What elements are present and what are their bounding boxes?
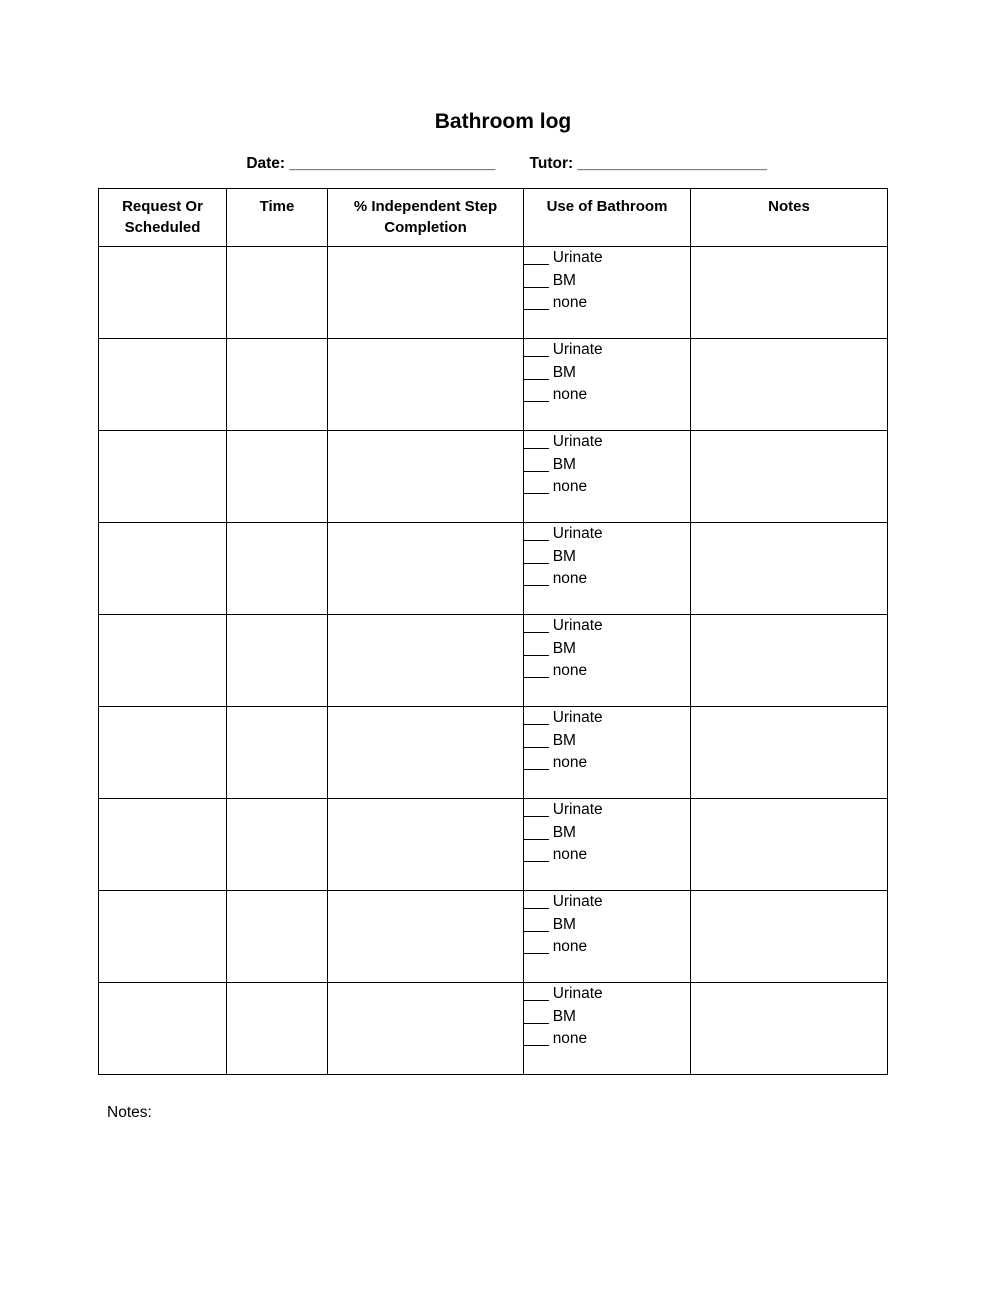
option-blank-rule[interactable]: ___ (524, 639, 549, 657)
cell-percent-independent-step-completion[interactable] (328, 339, 524, 431)
use-of-bathroom-option-list (524, 339, 690, 407)
bathroom-log-table (98, 188, 888, 1075)
use-of-bathroom-option[interactable] (524, 799, 690, 822)
tutor-blank-rule[interactable]: _______________________ (577, 155, 767, 172)
cell-notes[interactable] (691, 891, 888, 983)
cell-time[interactable] (227, 615, 328, 707)
use-of-bathroom-option[interactable] (524, 615, 690, 638)
option-label: Urinate (552, 801, 603, 818)
cell-notes[interactable] (691, 799, 888, 891)
option-blank-rule[interactable]: ___ (524, 823, 549, 841)
cell-percent-independent-step-completion[interactable] (328, 707, 524, 799)
cell-percent-independent-step-completion[interactable] (328, 891, 524, 983)
use-of-bathroom-option[interactable] (524, 454, 690, 477)
cell-notes[interactable] (691, 983, 888, 1075)
option-label: Urinate (552, 617, 603, 634)
option-label: Urinate (552, 893, 603, 910)
cell-time[interactable] (227, 247, 328, 339)
option-blank-rule[interactable]: ___ (524, 386, 549, 403)
option-label: Urinate (552, 341, 603, 358)
option-label: none (552, 938, 588, 955)
column-header-notes: Notes (691, 189, 888, 247)
cell-request-or-scheduled[interactable] (99, 339, 227, 431)
cell-request-or-scheduled[interactable] (99, 891, 227, 983)
cell-request-or-scheduled[interactable] (99, 983, 227, 1075)
option-blank-rule[interactable]: ___ (524, 455, 549, 473)
option-label: none (552, 386, 588, 403)
option-label: BM (552, 915, 576, 933)
option-label: BM (552, 271, 576, 289)
use-of-bathroom-option[interactable] (524, 568, 690, 591)
option-blank-rule[interactable]: ___ (524, 525, 549, 542)
use-of-bathroom-option[interactable] (524, 292, 690, 315)
option-blank-rule[interactable]: ___ (524, 478, 549, 495)
option-blank-rule[interactable]: ___ (524, 433, 549, 450)
cell-notes[interactable] (691, 707, 888, 799)
option-blank-rule[interactable]: ___ (524, 985, 549, 1002)
option-blank-rule[interactable]: ___ (524, 341, 549, 358)
use-of-bathroom-option[interactable] (524, 844, 690, 867)
cell-notes[interactable] (691, 523, 888, 615)
option-blank-rule[interactable]: ___ (524, 846, 549, 863)
option-blank-rule[interactable]: ___ (524, 1007, 549, 1025)
use-of-bathroom-option-list (524, 891, 690, 959)
option-blank-rule[interactable]: ___ (524, 938, 549, 955)
use-of-bathroom-option-list (524, 247, 690, 315)
option-label: none (552, 1030, 588, 1047)
option-blank-rule[interactable]: ___ (524, 363, 549, 381)
use-of-bathroom-option[interactable] (524, 660, 690, 683)
column-header-request-or-scheduled: Request Or Scheduled (99, 189, 227, 247)
table-row (99, 431, 888, 523)
bathroom-log-table-container (98, 188, 887, 1075)
cell-time[interactable] (227, 891, 328, 983)
cell-use-of-bathroom (524, 707, 691, 799)
option-label: none (552, 662, 588, 679)
page-title: Bathroom log (434, 110, 572, 133)
use-of-bathroom-option-list (524, 707, 690, 775)
option-blank-rule[interactable]: ___ (524, 915, 549, 933)
cell-percent-independent-step-completion[interactable] (328, 799, 524, 891)
option-blank-rule[interactable]: ___ (524, 662, 549, 679)
option-blank-rule[interactable]: ___ (524, 801, 549, 818)
use-of-bathroom-option[interactable] (524, 752, 690, 775)
cell-request-or-scheduled[interactable] (99, 615, 227, 707)
use-of-bathroom-option[interactable] (524, 730, 690, 753)
cell-time[interactable] (227, 707, 328, 799)
option-label: BM (552, 731, 576, 749)
column-header-time: Time (227, 189, 328, 247)
option-label: Urinate (552, 249, 603, 266)
table-row (99, 523, 888, 615)
option-label: BM (552, 455, 576, 473)
cell-notes[interactable] (691, 339, 888, 431)
use-of-bathroom-option[interactable] (524, 270, 690, 293)
date-blank-rule[interactable]: _________________________ (289, 155, 495, 172)
cell-time[interactable] (227, 799, 328, 891)
date-field[interactable] (246, 153, 495, 175)
use-of-bathroom-option[interactable] (524, 247, 690, 270)
option-blank-rule[interactable]: ___ (524, 709, 549, 726)
cell-percent-independent-step-completion[interactable] (328, 615, 524, 707)
option-blank-rule[interactable]: ___ (524, 570, 549, 587)
option-blank-rule[interactable]: ___ (524, 547, 549, 565)
option-blank-rule[interactable]: ___ (524, 271, 549, 289)
option-label: none (552, 570, 588, 587)
cell-notes[interactable] (691, 247, 888, 339)
option-blank-rule[interactable]: ___ (524, 731, 549, 749)
cell-use-of-bathroom (524, 431, 691, 523)
use-of-bathroom-option[interactable] (524, 431, 690, 454)
cell-notes[interactable] (691, 615, 888, 707)
use-of-bathroom-option[interactable] (524, 362, 690, 385)
cell-use-of-bathroom (524, 799, 691, 891)
column-header-use-of-bathroom: Use of Bathroom (524, 189, 691, 247)
option-blank-rule[interactable]: ___ (524, 893, 549, 910)
option-label: BM (552, 1007, 576, 1025)
option-label: Urinate (552, 709, 603, 726)
use-of-bathroom-option[interactable] (524, 1028, 690, 1051)
table-row (99, 799, 888, 891)
table-row (99, 339, 888, 431)
option-label: Urinate (552, 433, 603, 450)
cell-request-or-scheduled[interactable] (99, 523, 227, 615)
option-blank-rule[interactable]: ___ (524, 617, 549, 634)
option-blank-rule[interactable]: ___ (524, 294, 549, 311)
cell-notes[interactable] (691, 431, 888, 523)
use-of-bathroom-option[interactable] (524, 983, 690, 1006)
meta-fields-row (98, 153, 888, 175)
use-of-bathroom-option-list (524, 523, 690, 591)
table-body (99, 247, 888, 1075)
cell-use-of-bathroom (524, 983, 691, 1075)
use-of-bathroom-option[interactable] (524, 523, 690, 546)
use-of-bathroom-option-list (524, 799, 690, 867)
date-label: Date: (246, 155, 286, 172)
option-label: none (552, 294, 588, 311)
option-label: BM (552, 823, 576, 841)
use-of-bathroom-option[interactable] (524, 822, 690, 845)
option-blank-rule[interactable]: ___ (524, 249, 549, 266)
cell-request-or-scheduled[interactable] (99, 431, 227, 523)
use-of-bathroom-option[interactable] (524, 638, 690, 661)
table-row (99, 891, 888, 983)
cell-use-of-bathroom (524, 615, 691, 707)
use-of-bathroom-option[interactable] (524, 1006, 690, 1029)
option-label: Urinate (552, 525, 603, 542)
cell-percent-independent-step-completion[interactable] (328, 431, 524, 523)
cell-time[interactable] (227, 431, 328, 523)
option-blank-rule[interactable]: ___ (524, 1030, 549, 1047)
cell-request-or-scheduled[interactable] (99, 707, 227, 799)
cell-time[interactable] (227, 339, 328, 431)
column-header-percent-independent-step-completion: % Independent Step Completion (328, 189, 524, 247)
option-label: none (552, 478, 588, 495)
cell-percent-independent-step-completion[interactable] (328, 983, 524, 1075)
table-row (99, 707, 888, 799)
cell-percent-independent-step-completion[interactable] (328, 523, 524, 615)
use-of-bathroom-option[interactable] (524, 546, 690, 569)
footer-notes-label: Notes: (107, 1104, 152, 1121)
table-header (99, 189, 888, 247)
cell-time[interactable] (227, 983, 328, 1075)
option-label: none (552, 846, 588, 863)
use-of-bathroom-option[interactable] (524, 707, 690, 730)
tutor-field[interactable] (530, 153, 767, 175)
cell-request-or-scheduled[interactable] (99, 247, 227, 339)
option-label: Urinate (552, 985, 603, 1002)
cell-time[interactable] (227, 523, 328, 615)
cell-use-of-bathroom (524, 339, 691, 431)
use-of-bathroom-option[interactable] (524, 891, 690, 914)
table-row (99, 983, 888, 1075)
option-label: BM (552, 547, 576, 565)
use-of-bathroom-option[interactable] (524, 914, 690, 937)
cell-percent-independent-step-completion[interactable] (328, 247, 524, 339)
use-of-bathroom-option[interactable] (524, 936, 690, 959)
cell-use-of-bathroom (524, 523, 691, 615)
cell-request-or-scheduled[interactable] (99, 799, 227, 891)
option-label: BM (552, 639, 576, 657)
cell-use-of-bathroom (524, 891, 691, 983)
table-row (99, 247, 888, 339)
use-of-bathroom-option-list (524, 615, 690, 683)
tutor-label: Tutor: (529, 155, 574, 172)
option-blank-rule[interactable]: ___ (524, 754, 549, 771)
cell-use-of-bathroom (524, 247, 691, 339)
use-of-bathroom-option[interactable] (524, 339, 690, 362)
use-of-bathroom-option[interactable] (524, 384, 690, 407)
use-of-bathroom-option-list (524, 431, 690, 499)
option-label: BM (552, 363, 576, 381)
table-row (99, 615, 888, 707)
use-of-bathroom-option-list (524, 983, 690, 1051)
option-label: none (552, 754, 588, 771)
table-header-row (99, 189, 888, 247)
use-of-bathroom-option[interactable] (524, 476, 690, 499)
